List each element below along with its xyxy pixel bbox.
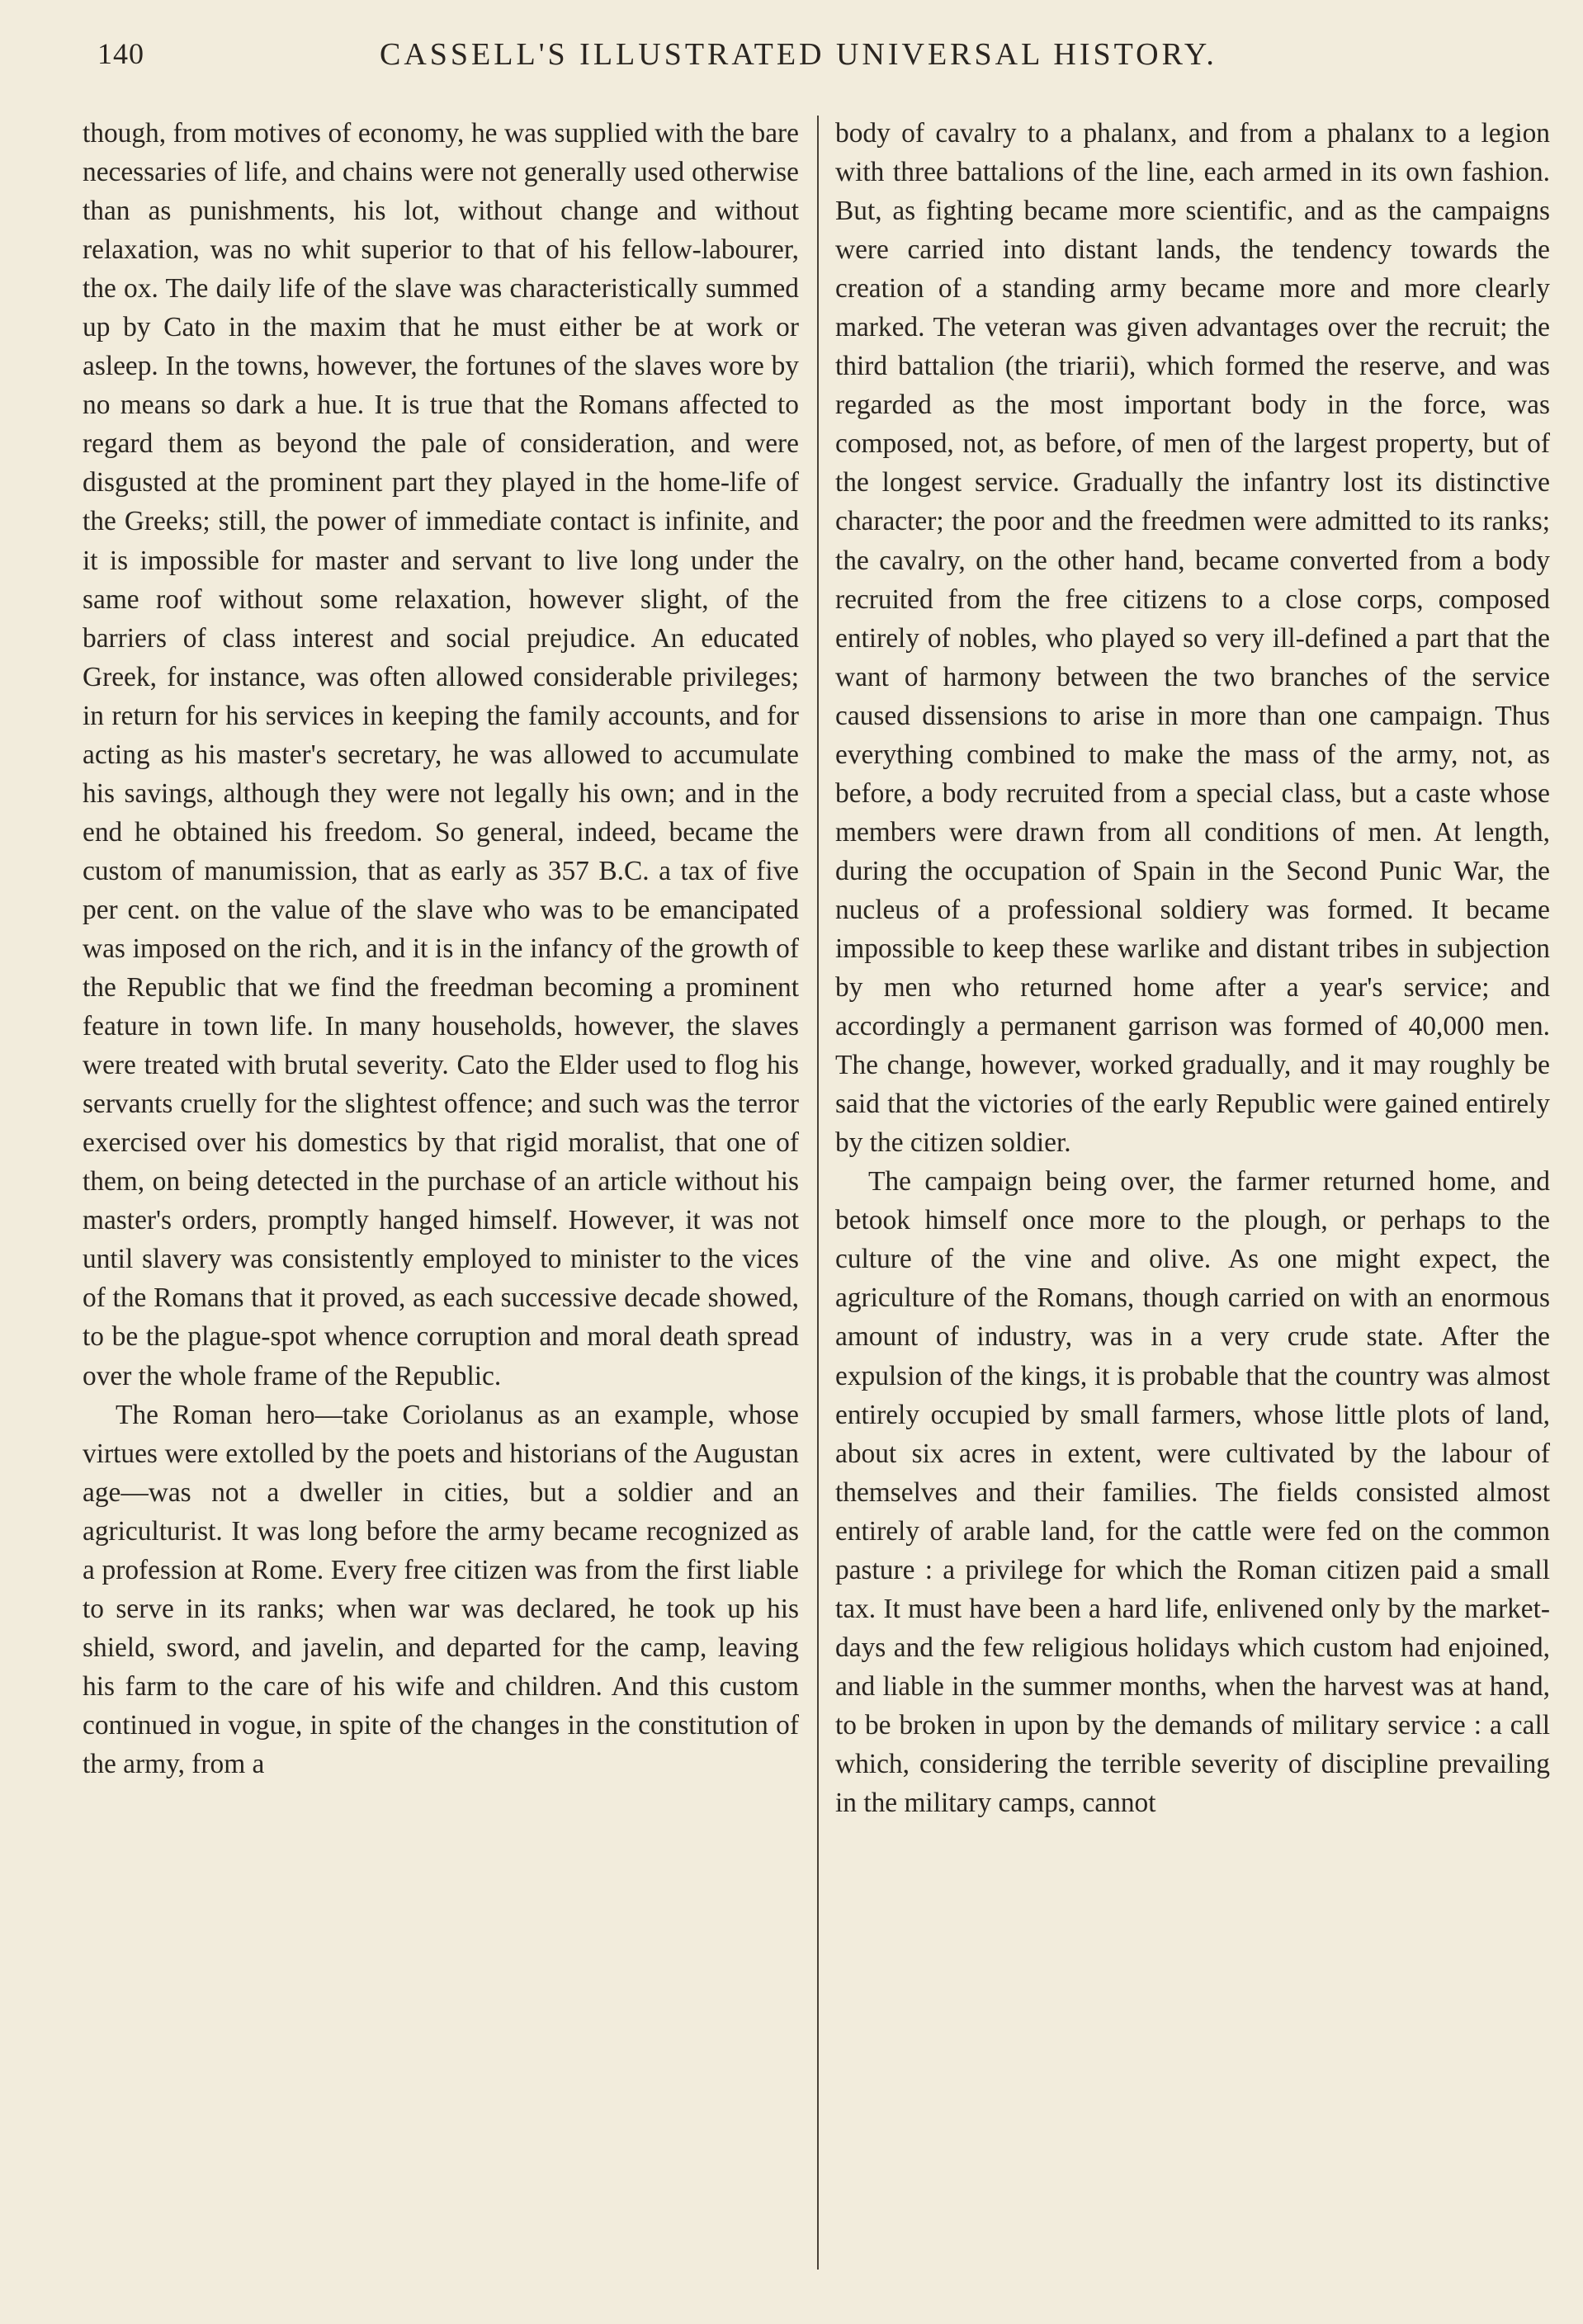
page-number: 140	[97, 37, 144, 70]
paragraph: body of cavalry to a phalanx, and from a phalanx to a legion with three battalions of the line, each armed in its own fashion. But, as fighting became more scientific, and as the campaigns were carried into distant lands, the tendency towards the creation of a standing army became more and more clearly marked. The veteran was given advantages over the recruit; the third battalion (the triarii), which formed the reserve, and was regarded as the most important body in the force, was composed, not, as before, of men of the largest property, but of the longest service. Gradually the infantry lost its distinctive character; the poor and the freedmen were admitted to its ranks; the cavalry, on the other hand, became converted from a body recruited from the free citizens to a close corps, composed entirely of nobles, who played so very ill-defined a part that the want of harmony between the two branches of the service caused dissensions to arise in more than one campaign. Thus everything combined to make the mass of the army, not, as before, a body recruited from a special class, but a caste whose members were drawn from all conditions of men. At length, during the occupation of Spain in the Second Punic War, the nucleus of a professional soldiery was formed. It became impossible to keep these warlike and distant tribes in subjection by men who returned home after a year's service; and accordingly a permanent garrison was formed of 40,000 men. The change, however, worked gradually, and it may roughly be said that the victories of the early Republic were gained entirely by the citizen soldier.	[835, 118, 1550, 1159]
paragraph: though, from motives of economy, he was supplied with the bare necessaries of life, and chains were not generally used otherwise than as punishments, his lot, without change and without relaxation, was no whit superior to that of his fellow-labourer, the ox. The daily life of the slave was characteristically summed up by Cato in the maxim that he must either be at work or asleep. In the towns, however, the fortunes of the slaves wore by no means so dark a hue. It is true that the Romans affected to regard them as beyond the pale of consideration, and were disgusted at the prominent part they played in the home-life of the Greeks; still, the power of immediate contact is infinite, and it is impossible for master and servant to live long under the same roof without some relaxation, however slight, of the barriers of class interest and social prejudice. An educated Greek, for instance, was often allowed considerable privileges; in return for his services in keeping the family accounts, and for acting as his master's secretary, he was allowed to accumulate his savings, although they were not legally his own; and in the end he obtained his freedom. So general, indeed, became the custom of manumission, that as early as 357 B.C. a tax of five per cent. on the value of the slave who was to be emancipated was imposed on the rich, and it is in the infancy of the growth of the Republic that we find the freedman becoming a prominent feature in town life. In many households, however, the slaves were treated with brutal severity. Cato the Elder used to flog his servants cruelly for the slightest offence; and such was the terror exercised over his domestics by that rigid moralist, that one of them, on being detected in the purchase of an article without his master's orders, promptly hanged himself. However, it was not until slavery was consistently employed to minister to the vices of the Romans that it proved, as each successive decade showed, to be the plague-spot whence corruption and moral death spread over the whole frame of the Republic.	[83, 118, 799, 1391]
right-column	[835, 114, 1550, 1822]
left-column	[83, 114, 799, 1783]
running-title: CASSELL'S ILLUSTRATED UNIVERSAL HISTORY.	[380, 37, 1217, 72]
page-header	[83, 36, 1517, 86]
paragraph: The campaign being over, the farmer returned home, and betook himself once more to the plough, or perhaps to the culture of the vine and olive. As one might expect, the agriculture of the Romans, though carried on with an enormous amount of industry, was in a very crude state. After the expulsion of the kings, it is probable that the country was almost entirely occupied by small farmers, whose little plots of land, about six acres in extent, were cultivated by the labour of themselves and their families. The fields consisted almost entirely of arable land, for the cattle were fed on the common pasture : a privilege for which the Roman citizen paid a small tax. It must have been a hard life, enlivened only by the market-days and the few religious holidays which custom had enjoined, and liable in the summer months, when the harvest was at hand, to be broken in upon by the demands of military service : a call which, considering the terrible severity of discipline prevailing in the military camps, cannot	[835, 1166, 1550, 1819]
paragraph: The Roman hero—take Coriolanus as an example, whose virtues were extolled by the poets and historians of the Augustan age—was not a dweller in cities, but a soldier and an agriculturist. It was long before the army became recognized as a profession at Rome. Every free citizen was from the first liable to serve in its ranks; when war was declared, he took up his shield, sword, and javelin, and departed for the camp, leaving his farm to the care of his wife and children. And this custom continued in vogue, in spite of the changes in the constitution of the army, from a	[83, 1399, 799, 1779]
column-divider	[817, 116, 819, 2270]
